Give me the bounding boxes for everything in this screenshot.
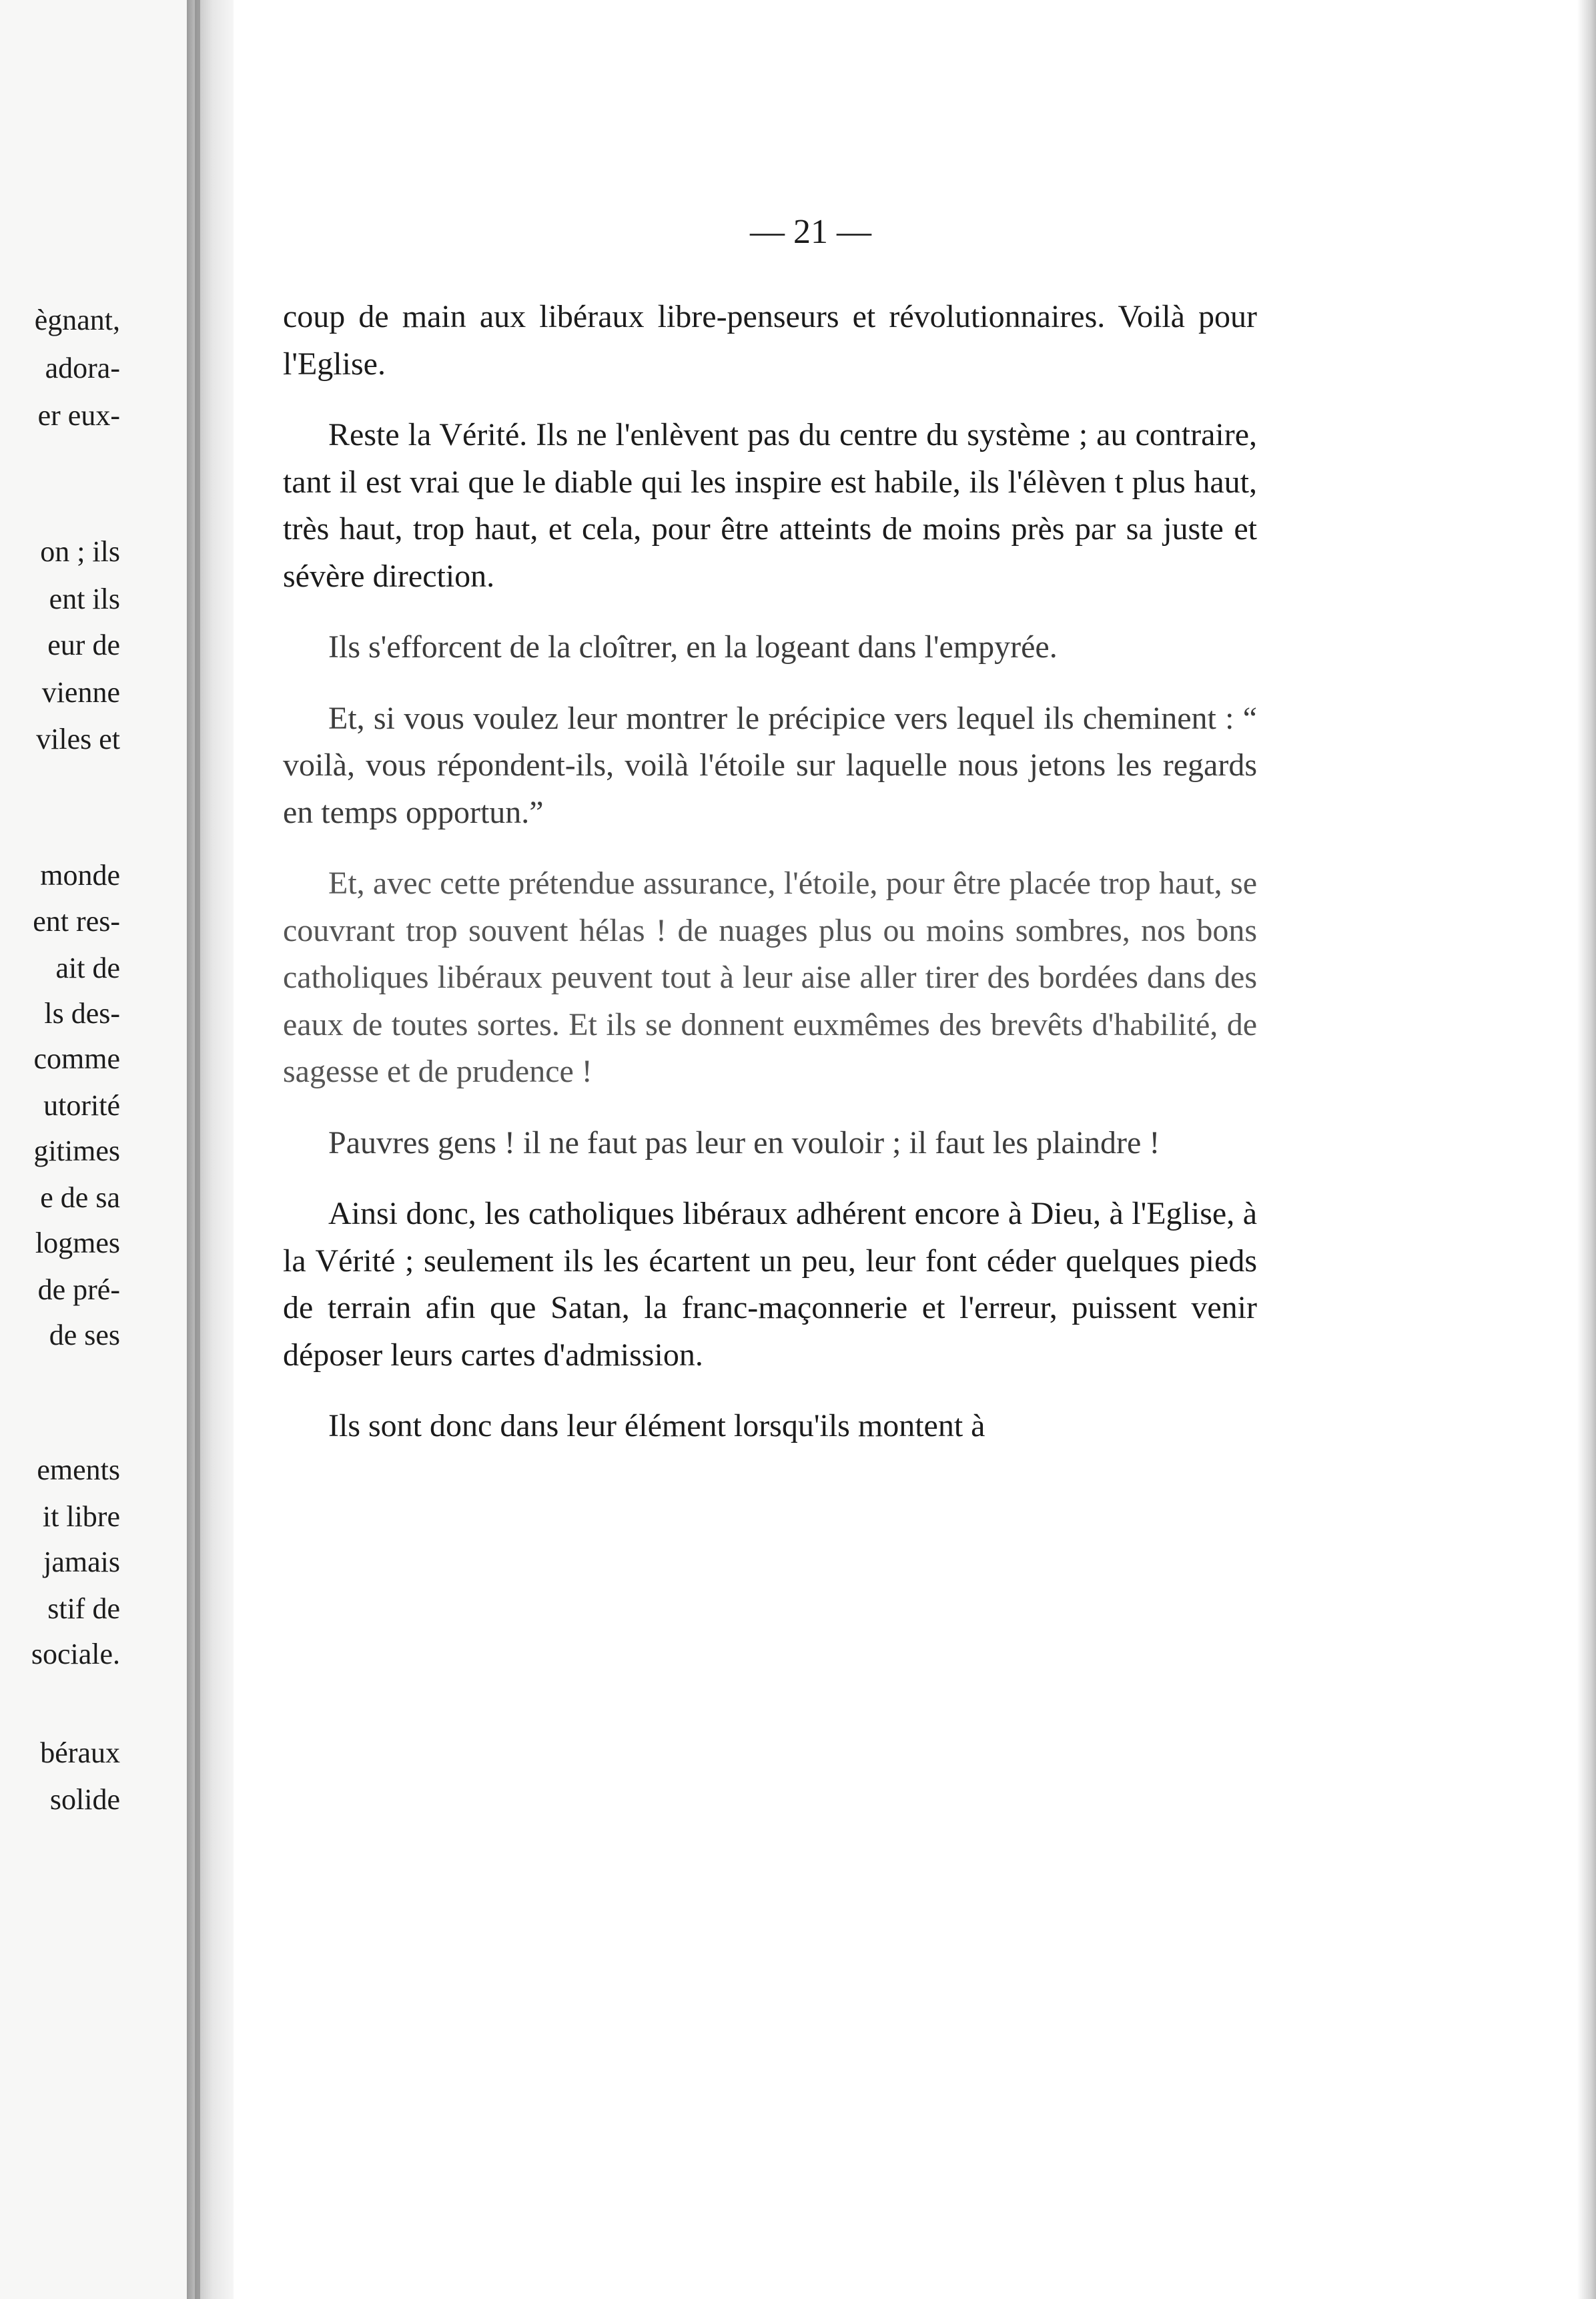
facing-page-line: sociale.: [31, 1638, 120, 1670]
book-gutter-shadow: [187, 0, 234, 2299]
facing-page-line: monde: [40, 859, 120, 892]
facing-page-line: stif de: [47, 1592, 120, 1625]
paragraph: Ainsi donc, les catholiques libéraux adhérent encore à Dieu, à l'Eglise, à la Vérité ; seulement ils les écartent un peu, leur font céder quelques pieds de terrain afin que Satan, la franc-maçonnerie et l'erreur, puissent venir déposer leurs cartes d'admission.: [283, 1196, 1257, 1373]
facing-page-line: viles et: [36, 723, 120, 755]
facing-page-line: adora-: [45, 352, 120, 384]
facing-page-line: eur de: [47, 629, 120, 661]
book-page: [234, 0, 1577, 2299]
paragraph: Ils s'efforcent de la cloîtrer, en la logeant dans l'empyrée.: [328, 629, 1058, 665]
facing-page-line: de pré-: [37, 1273, 120, 1306]
facing-page-line: e de sa: [40, 1181, 120, 1214]
page-number: — 21 —: [750, 213, 871, 251]
facing-page-line: solide: [49, 1783, 120, 1816]
paragraph: Ils sont donc dans leur élément lorsqu'ils montent à: [328, 1408, 985, 1443]
facing-page-line: logmes: [35, 1227, 120, 1259]
facing-page-line: ait de: [55, 952, 120, 984]
paragraph: Reste la Vérité. Ils ne l'enlèvent pas du centre du système ; au contraire, tant il est vrai que le diable qui les inspire est habile, ils l'élèven t plus haut, très haut, trop haut, et cela, pour être atteints de moins près par sa juste et sévère direction.: [283, 417, 1257, 594]
facing-page-line: on ; ils: [40, 535, 120, 568]
facing-page-line: jamais: [43, 1546, 120, 1578]
facing-page-line: béraux: [40, 1736, 120, 1769]
facing-page-line: ent res-: [33, 905, 120, 938]
facing-page-line: er eux-: [37, 399, 120, 432]
paragraph: coup de main aux libéraux libre-penseurs et révolutionnaires. Voilà pour l'Eglise.: [283, 299, 1257, 382]
facing-page-fragment: [0, 0, 193, 2299]
facing-page-line: utorité: [43, 1089, 120, 1122]
facing-page-line: de ses: [49, 1319, 120, 1351]
page-body-text: [283, 294, 1257, 1474]
facing-page-line: it libre: [42, 1500, 120, 1533]
paragraph: Et, avec cette prétendue assurance, l'étoile, pour être placée trop haut, se couvrant trop souvent hélas ! de nuages plus ou moins sombres, nos bons catholiques libéraux peuvent tout à leur aise aller tirer des bordées dans des eaux de toutes sortes. Et ils se donnent euxmêmes des brevêts d'habilité, de sagesse et de prudence !: [283, 866, 1257, 1089]
facing-page-line: gitimes: [33, 1134, 120, 1167]
facing-page-line: comme: [33, 1042, 120, 1075]
paragraph: Et, si vous voulez leur montrer le précipice vers lequel ils cheminent : “ voilà, vous répondent-ils, voilà l'étoile sur laquelle nous jetons les regards en temps opportun.”: [283, 700, 1257, 830]
facing-page-line: ements: [37, 1453, 120, 1486]
facing-page-line: ent ils: [49, 583, 120, 615]
facing-page-line: ls des-: [44, 997, 120, 1030]
page-fold-edge: [195, 0, 200, 2299]
right-page-edge-shadow: [1577, 0, 1596, 2299]
facing-page-line: vienne: [41, 676, 120, 709]
facing-page-line: ègnant,: [34, 304, 120, 336]
paragraph: Pauvres gens ! il ne faut pas leur en vouloir ; il faut les plaindre !: [328, 1124, 1160, 1161]
